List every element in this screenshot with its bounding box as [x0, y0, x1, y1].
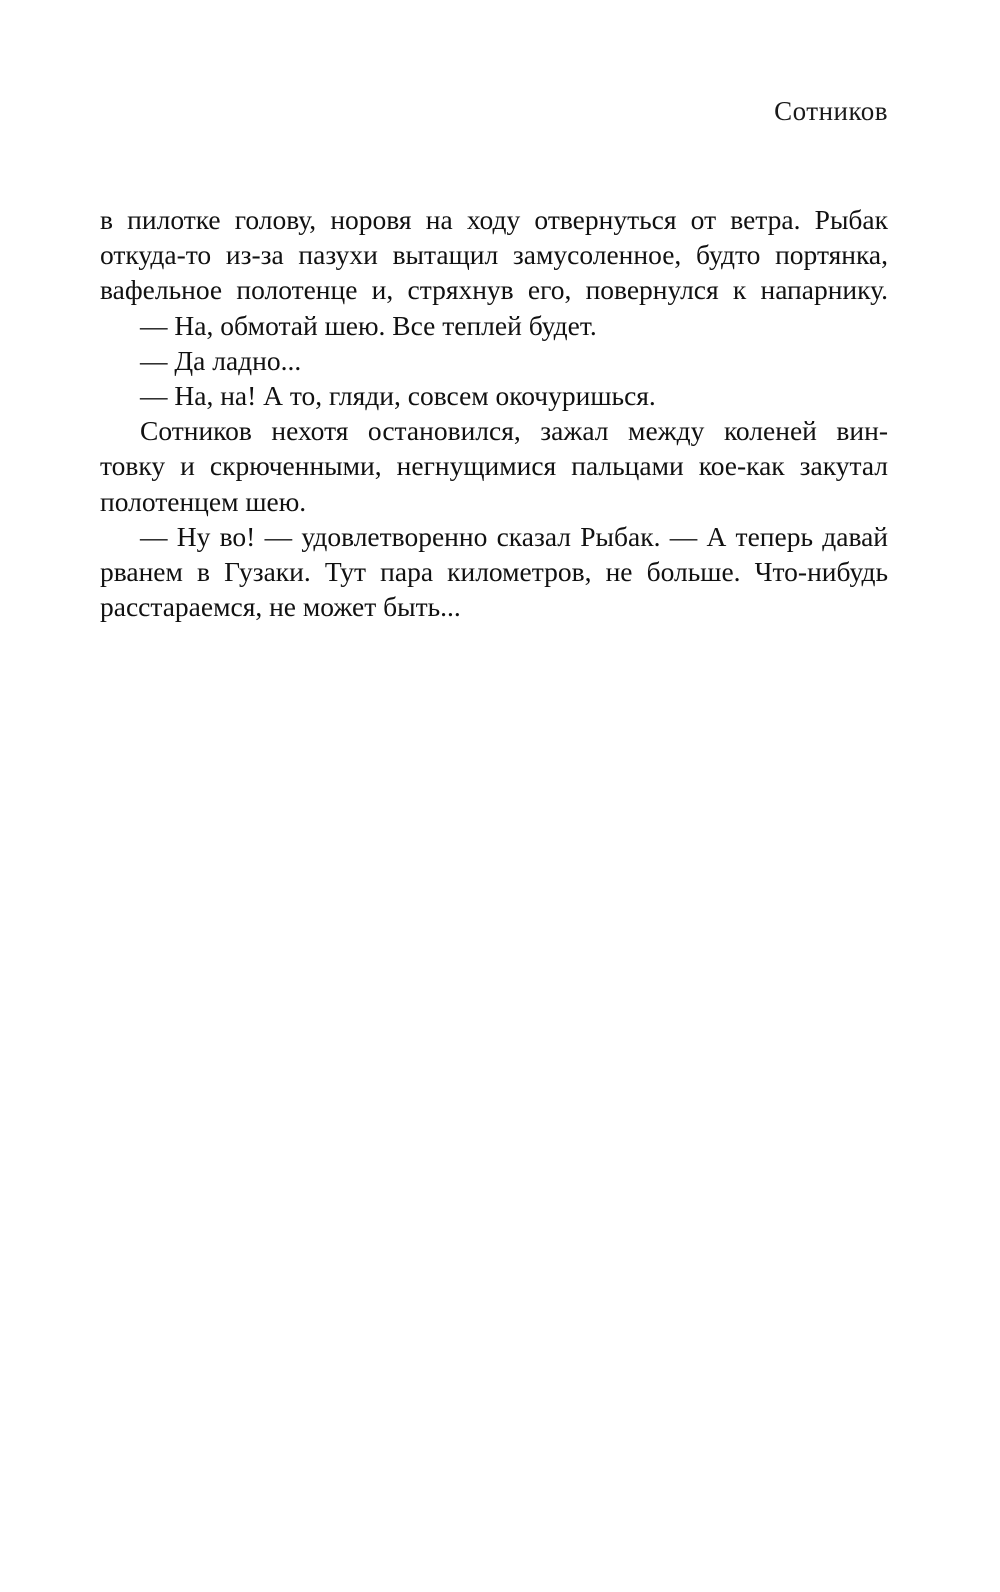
text-line: откуда-то из-за пазухи вытащил замусоленное, будто портянка, — [100, 239, 888, 271]
dialogue-line: — Ну во! — удовлетворенно сказал Рыбак. — А теперь давай — [140, 520, 888, 552]
text-line: Сотников нехотя остановился, зажал между коленей вин- — [140, 415, 888, 447]
text-line: полотенцем шею. — [100, 485, 307, 517]
dialogue-line: — Да ладно... — [140, 344, 302, 376]
running-head-title: Сотников — [774, 96, 888, 126]
dialogue-line: — На, на! А то, гляди, совсем окочуришься. — [140, 379, 656, 411]
text-line: расстараемся, не может быть... — [100, 591, 461, 623]
dialogue-line: — На, обмотай шею. Все теплей будет. — [140, 309, 597, 341]
text-line: в пилотке голову, норовя на ходу отвернуться от ветра. Рыбак — [100, 204, 888, 235]
text-line: вафельное полотенце и, стряхнув его, повернулся к напарнику. — [100, 274, 888, 306]
text-line: товку и скрюченными, негнущимися пальцами кое-как закутал — [100, 450, 888, 482]
body-text — [100, 202, 888, 624]
text-line: рванем в Гузаки. Тут пара километров, не больше. Что-нибудь — [100, 555, 888, 587]
